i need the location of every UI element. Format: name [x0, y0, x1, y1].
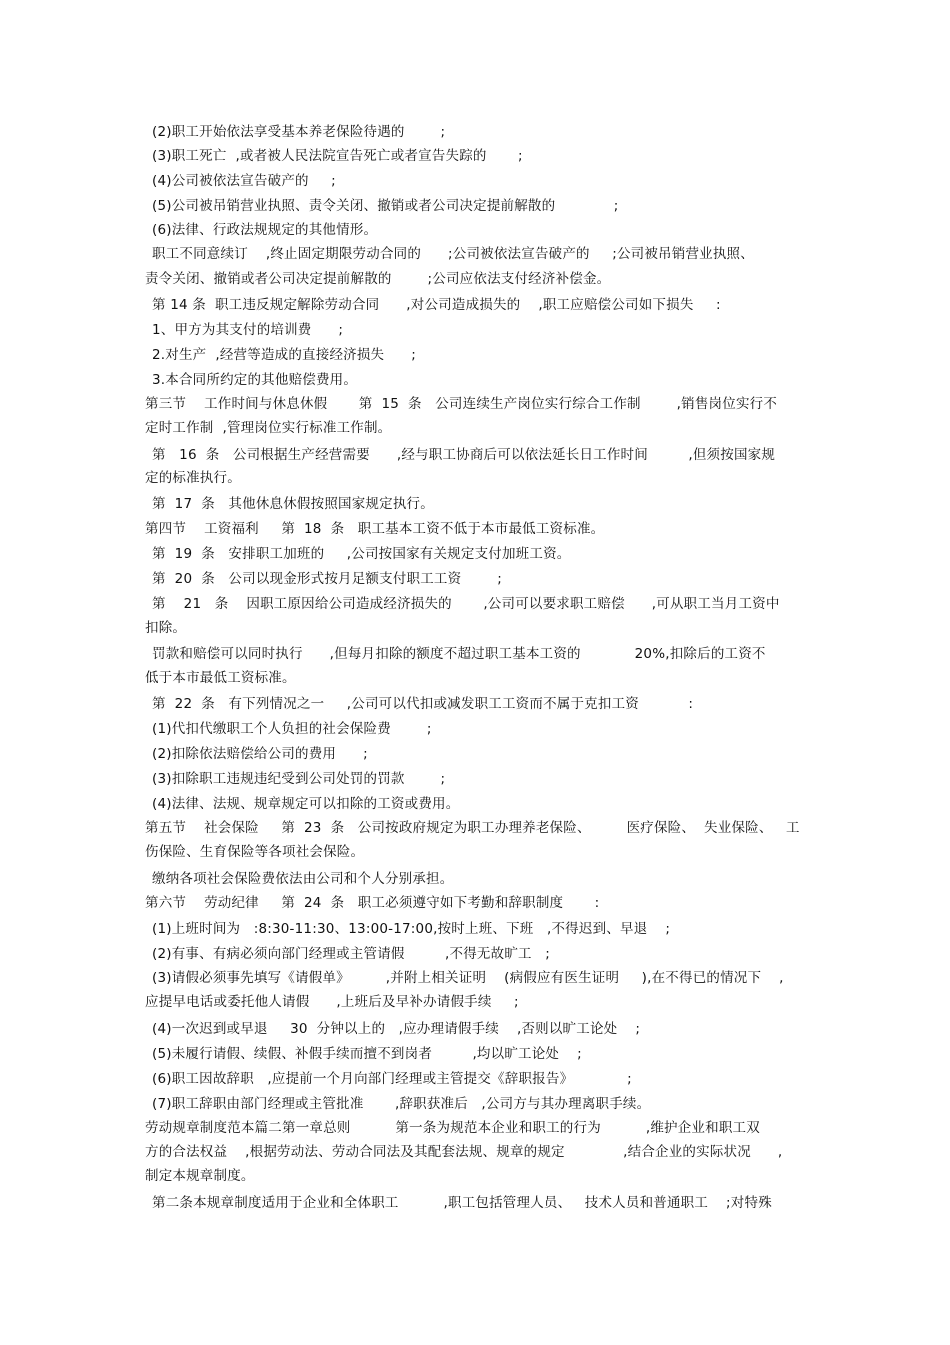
text-line: 3.本合同所约定的其他赔偿费用。: [152, 372, 358, 388]
text-line: 伤保险、生育保险等各项社会保险。: [145, 844, 365, 860]
text-line: 第 17 条 其他休息休假按照国家规定执行。: [152, 496, 434, 512]
text-line: (3)扣除职工违规违纪受到公司处罚的罚款 ;: [152, 771, 446, 787]
text-line: (2)职工开始依法享受基本养老保险待遇的 ;: [152, 124, 446, 140]
text-line: 第二条本规章制度适用于企业和全体职工 ,职工包括管理人员、 技术人员和普通职工 ;对特殊: [152, 1195, 772, 1211]
text-line: (1)代扣代缴职工个人负担的社会保险费 ;: [152, 721, 432, 737]
text-line: 第 14 条 职工违反规定解除劳动合同 ,对公司造成损失的 ,职工应赔偿公司如下损失 :: [152, 297, 721, 313]
text-line: 定的标准执行。: [145, 470, 241, 486]
text-line: (3)请假必须事先填写《请假单》 ,并附上相关证明 (病假应有医生证明 ),在不得已的情况下 ,: [152, 970, 784, 986]
text-line: 1、甲方为其支付的培训费 ;: [152, 322, 344, 338]
text-line: 制定本规章制度。: [145, 1168, 255, 1184]
text-line: (6)法律、行政法规规定的其他情形。: [152, 222, 378, 238]
text-line: 罚款和赔偿可以同时执行 ,但每月扣除的额度不超过职工基本工资的 20%,扣除后的工资不: [152, 646, 766, 662]
text-line: (6)职工因故辞职 ,应提前一个月向部门经理或主管提交《辞职报告》 ;: [152, 1071, 632, 1087]
text-line: (3)职工死亡 ,或者被人民法院宣告死亡或者宣告失踪的 ;: [152, 148, 523, 164]
text-line: (4)公司被依法宣告破产的 ;: [152, 173, 336, 189]
text-line: 第四节 工资福利 第 18 条 职工基本工资不低于本市最低工资标准。: [145, 521, 605, 537]
text-line: 2.对生产 ,经营等造成的直接经济损失 ;: [152, 347, 416, 363]
text-line: 第 16 条 公司根据生产经营需要 ,经与职工协商后可以依法延长日工作时间 ,但须按国家规: [152, 447, 776, 463]
text-line: (2)扣除依法赔偿给公司的费用 ;: [152, 746, 368, 762]
text-line: (1)上班时间为 :8:30-11:30、13:00-17:00,按时上班、下班 ,不得迟到、早退 ;: [152, 921, 671, 937]
text-line: 第三节 工作时间与休息休假 第 15 条 公司连续生产岗位实行综合工作制 ,销售岗位实行不: [145, 396, 778, 412]
text-line: 扣除。: [145, 620, 187, 636]
text-line: 第 21 条 因职工原因给公司造成经济损失的 ,公司可以要求职工赔偿 ,可从职工当月工资中: [152, 596, 780, 612]
text-line: 第五节 社会保险 第 23 条 公司按政府规定为职工办理养老保险、 医疗保险、 失业保险、 工: [145, 820, 800, 836]
text-line: 劳动规章制度范本篇二第一章总则 第一条为规范本企业和职工的行为 ,维护企业和职工双: [145, 1120, 760, 1136]
text-line: 第六节 劳动纪律 第 24 条 职工必须遵守如下考勤和辞职制度 :: [145, 895, 600, 911]
text-line: (4)一次迟到或早退 30 分钟以上的 ,应办理请假手续 ,否则以旷工论处 ;: [152, 1021, 641, 1037]
text-line: 缴纳各项社会保险费依法由公司和个人分别承担。: [152, 871, 454, 887]
text-line: (5)未履行请假、续假、补假手续而擅不到岗者 ,均以旷工论处 ;: [152, 1046, 582, 1062]
text-line: (5)公司被吊销营业执照、责令关闭、撤销或者公司决定提前解散的 ;: [152, 198, 619, 214]
text-line: 第 22 条 有下列情况之一 ,公司可以代扣或减发职工工资而不属于克扣工资 :: [152, 696, 694, 712]
text-line: 第 20 条 公司以现金形式按月足额支付职工工资 ;: [152, 571, 502, 587]
text-line: (7)职工辞职由部门经理或主管批准 ,辞职获准后 ,公司方与其办理离职手续。: [152, 1096, 651, 1112]
text-line: 职工不同意续订 ,终止固定期限劳动合同的 ;公司被依法宣告破产的 ;公司被吊销营业执照、: [152, 246, 754, 262]
text-line: 低于本市最低工资标准。: [145, 670, 296, 686]
text-line: 第 19 条 安排职工加班的 ,公司按国家有关规定支付加班工资。: [152, 546, 571, 562]
text-line: 方的合法权益 ,根据劳动法、劳动合同法及其配套法规、规章的规定 ,结合企业的实际状况 ,: [145, 1144, 783, 1160]
text-line: (4)法律、法规、规章规定可以扣除的工资或费用。: [152, 796, 460, 812]
text-line: 责令关闭、撤销或者公司决定提前解散的 ;公司应依法支付经济补偿金。: [145, 271, 611, 287]
text-line: 定时工作制 ,管理岗位实行标准工作制。: [145, 420, 392, 436]
text-line: (2)有事、有病必须向部门经理或主管请假 ,不得无故旷工 ;: [152, 946, 550, 962]
text-line: 应提早电话或委托他人请假 ,上班后及早补办请假手续 ;: [145, 994, 519, 1010]
